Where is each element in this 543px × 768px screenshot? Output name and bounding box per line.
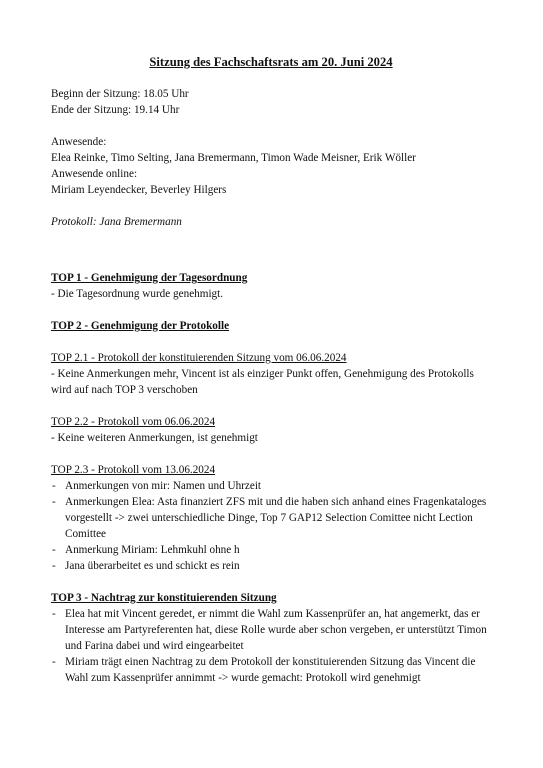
list-item: - Miriam trägt einen Nachtrag zu dem Protokoll der konstituierenden Sitzung das Vincent die Wahl zum Kassenprüfer annimmt -> wurde gemacht: Protokoll wird genehmigt	[51, 654, 491, 686]
list-item: - Anmerkung Miriam: Lehmkuhl ohne h	[51, 542, 491, 558]
top3-section	[51, 590, 491, 686]
attendance	[51, 134, 491, 198]
attendees-list: Elea Reinke, Timo Selting, Jana Bremermann, Timon Wade Meisner, Erik Wöller	[51, 152, 416, 164]
online-attendees-list: Miriam Leyendecker, Beverley Hilgers	[51, 184, 227, 196]
session-end: Ende der Sitzung: 19.14 Uhr	[51, 104, 180, 116]
top2-3-list	[51, 478, 491, 574]
top2-2-text: - Keine weiteren Anmerkungen, ist genehmigt	[51, 432, 258, 444]
online-attendees-label: Anwesende online:	[51, 168, 138, 180]
list-item: - Anmerkungen Elea: Asta finanziert ZFS mit und die haben sich anhand eines Fragenkataloges vorgestellt -> zwei unterschiedliche Dinge, Top 7 GAP12 Selection Comittee nicht Lection Comittee	[51, 494, 491, 542]
top1-section	[51, 270, 491, 302]
document-title: Sitzung des Fachschaftsrats am 20. Juni 2024	[149, 55, 393, 69]
top3-list	[51, 606, 491, 686]
document-page	[51, 54, 491, 686]
list-item: - Elea hat mit Vincent geredet, er nimmt die Wahl zum Kassenprüfer an, hat angemerkt, das er Interesse am Partyreferenten hat, diese Rolle wurde aber schon vergeben, er unterstützt Timon und Farina dabei und wird eingearbeitet	[51, 606, 491, 654]
top1-text: - Die Tagesordnung wurde genehmigt.	[51, 288, 224, 300]
top1-title: TOP 1 - Genehmigung der Tagesordnung	[51, 272, 248, 284]
top2-2-title: TOP 2.2 - Protokoll vom 06.06.2024	[51, 416, 216, 428]
protocol-author: Protokoll: Jana Bremermann	[51, 216, 182, 228]
top2-3-title: TOP 2.3 - Protokoll vom 13.06.2024	[51, 464, 216, 476]
top2-1-text: - Keine Anmerkungen mehr, Vincent ist als einziger Punkt offen, Genehmigung des Protokolls wird auf nach TOP 3 verschoben	[51, 368, 474, 396]
attendees-label: Anwesende:	[51, 136, 107, 148]
top2-1-title: TOP 2.1 - Protokoll der konstituierenden Sitzung vom 06.06.2024	[51, 352, 347, 364]
session-times	[51, 86, 491, 118]
session-begin: Beginn der Sitzung: 18.05 Uhr	[51, 88, 189, 100]
top2-title: TOP 2 - Genehmigung der Protokolle	[51, 320, 230, 332]
list-item: - Jana überarbeitet es und schickt es rein	[51, 558, 491, 574]
top2-section	[51, 318, 491, 574]
list-item: - Anmerkungen von mir: Namen und Uhrzeit	[51, 478, 491, 494]
top3-title: TOP 3 - Nachtrag zur konstituierenden Sitzung	[51, 592, 277, 604]
